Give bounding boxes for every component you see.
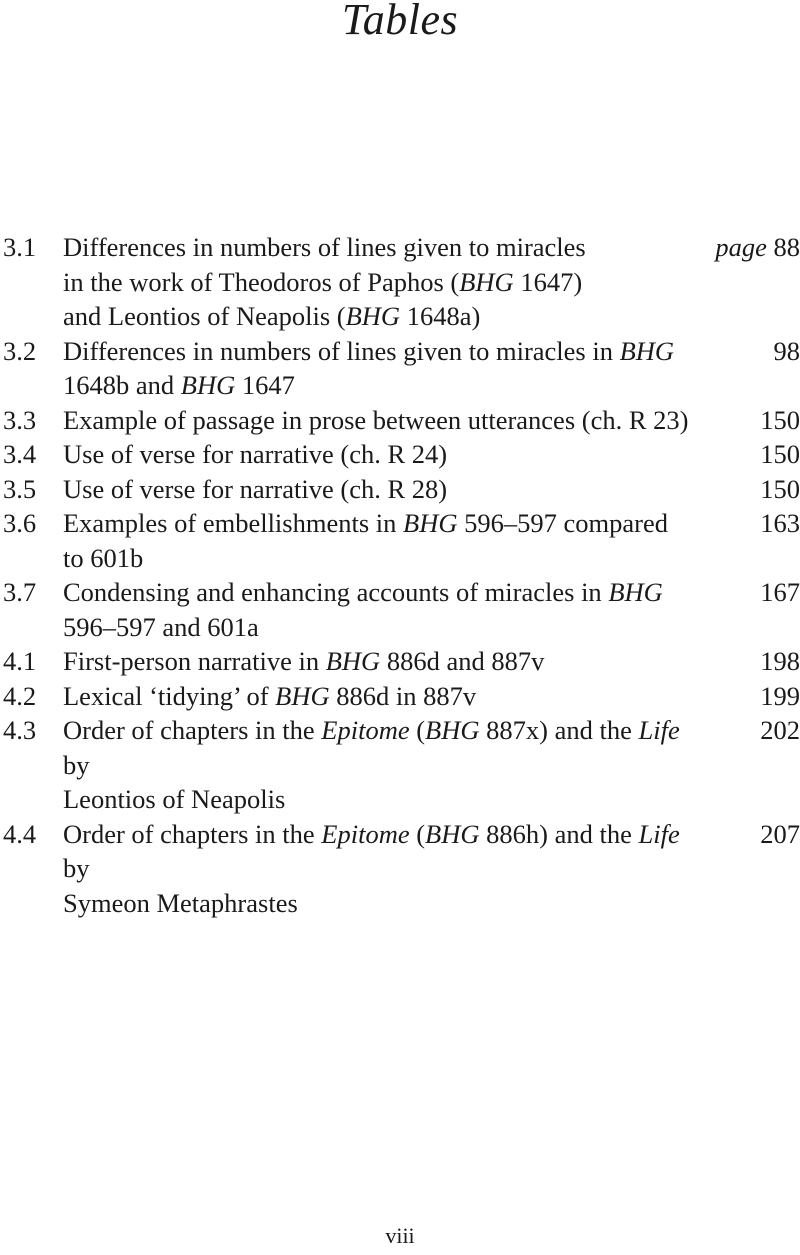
title-segment: Leontios of Neapolis: [63, 784, 286, 814]
table-title-line: [63, 265, 703, 300]
title-segment: Symeon Metaphrastes: [63, 887, 298, 918]
page-number: 198: [760, 646, 800, 676]
table-title-line: [63, 610, 703, 645]
page-number: 199: [760, 680, 800, 711]
page-number: 98: [773, 335, 800, 366]
page-reference: [760, 575, 800, 610]
table-entry[interactable]: [0, 644, 800, 679]
title-segment: Use of verse for narrative (ch. R 28): [63, 473, 448, 504]
page-number: 167: [760, 577, 800, 607]
page-reference: [760, 713, 800, 748]
page-title: Tables: [341, 0, 459, 44]
page-number: 88: [773, 232, 800, 262]
table-title-line: [63, 817, 703, 886]
table-number: 3.4: [3, 439, 37, 469]
page-number: 207: [760, 818, 800, 849]
table-entry[interactable]: [0, 437, 800, 472]
page-number: 150: [760, 439, 800, 469]
title-segment: Example of passage in prose between utterances (ch. R 23): [63, 404, 689, 435]
table-title-line: [63, 644, 703, 679]
title-italic-segment: BHG: [608, 577, 663, 607]
title-segment: Examples of embellishments in: [63, 508, 404, 538]
title-segment: Lexical ‘tidying’ of: [63, 680, 276, 711]
title-segment: in the work of Theodoros of Paphos (: [63, 266, 460, 297]
table-number: 3.6: [3, 508, 37, 538]
table-title-line: [63, 541, 703, 576]
title-italic-segment: BHG: [325, 646, 381, 676]
table-entry[interactable]: [0, 472, 800, 507]
table-number: 4.4: [3, 818, 37, 849]
table-title: [63, 575, 703, 644]
title-italic-segment: BHG: [459, 266, 514, 297]
table-title: [63, 334, 703, 403]
table-title-line: [63, 575, 703, 610]
table-number: 3.3: [3, 404, 37, 435]
table-title-line: [63, 437, 703, 472]
page-reference: [760, 506, 800, 541]
table-title-line: [63, 679, 703, 714]
title-segment: 887x) and the: [479, 715, 639, 745]
table-title-line: [63, 334, 703, 369]
page-prefix: page: [715, 232, 767, 262]
table-title: [63, 817, 703, 921]
title-segment: to 601b: [63, 542, 144, 573]
title-segment: Differences in numbers of lines given to miracles: [63, 232, 586, 262]
title-segment: by: [63, 853, 90, 883]
title-italic-segment: BHG: [180, 370, 236, 400]
title-italic-segment: BHG: [619, 335, 675, 366]
title-italic-segment: BHG: [275, 680, 330, 711]
table-title: [63, 472, 703, 507]
title-italic-segment: Epitome: [321, 818, 410, 849]
table-entry[interactable]: [0, 713, 800, 817]
title-segment: Differences in numbers of lines given to miracles in: [63, 335, 620, 366]
title-segment: Order of chapters in the: [63, 715, 322, 745]
title-segment: Use of verse for narrative (ch. R 24): [63, 439, 448, 469]
page-reference: [760, 403, 800, 438]
table-title-line: [63, 299, 703, 334]
table-list: [0, 230, 800, 920]
table-entry[interactable]: [0, 679, 800, 714]
title-segment: 1648b and: [63, 370, 181, 400]
table-entry[interactable]: [0, 230, 800, 334]
title-italic-segment: Life: [638, 818, 680, 849]
table-entry[interactable]: [0, 817, 800, 921]
table-entry[interactable]: [0, 334, 800, 403]
title-segment: 1648a): [400, 301, 481, 331]
title-segment: (: [409, 715, 426, 745]
table-title: [63, 506, 703, 575]
title-italic-segment: BHG: [403, 508, 458, 538]
page-number: 163: [760, 508, 800, 538]
table-number: 4.2: [3, 680, 37, 711]
title-segment: 596–597 and 601a: [63, 611, 259, 642]
page-folio: viii: [385, 1223, 415, 1248]
page-reference: [715, 230, 800, 265]
table-title-line: [63, 403, 703, 438]
table-title-line: [63, 506, 703, 541]
table-number: 3.7: [3, 577, 37, 607]
page-reference: [760, 472, 800, 507]
title-segment: Order of chapters in the: [63, 818, 322, 849]
title-segment: by: [63, 749, 90, 780]
table-title: [63, 679, 703, 714]
title-italic-segment: Life: [638, 715, 680, 745]
table-title: [63, 713, 703, 817]
page-reference: [760, 679, 800, 714]
title-segment: Condensing and enhancing accounts of miracles in: [63, 577, 609, 607]
table-title: [63, 403, 703, 438]
table-number: 4.1: [3, 646, 37, 676]
table-entry[interactable]: [0, 575, 800, 644]
table-title-line: [63, 886, 703, 921]
title-segment: (: [409, 818, 426, 849]
page-number: 202: [760, 715, 800, 745]
title-segment: 1647: [235, 370, 295, 400]
page-reference: [760, 437, 800, 472]
title-italic-segment: BHG: [345, 301, 401, 331]
title-segment: 886d in 887v: [329, 680, 477, 711]
table-title: [63, 437, 703, 472]
table-number: 4.3: [3, 715, 37, 745]
title-segment: 886d and 887v: [380, 646, 545, 676]
title-segment: 886h) and the: [479, 818, 639, 849]
page-number: 150: [760, 404, 800, 435]
table-title: [63, 230, 703, 334]
table-number: 3.1: [3, 232, 37, 262]
table-number: 3.5: [3, 473, 37, 504]
table-title-line: [63, 713, 703, 782]
table-number: 3.2: [3, 335, 37, 366]
title-segment: First-person narrative in: [63, 646, 326, 676]
title-segment: 596–597 compared: [457, 508, 668, 538]
page-reference: [760, 644, 800, 679]
page-reference: [760, 817, 800, 852]
title-segment: and Leontios of Neapolis (: [63, 301, 346, 331]
table-entry[interactable]: [0, 403, 800, 438]
table-entry[interactable]: [0, 506, 800, 575]
table-title-line: [63, 472, 703, 507]
title-italic-segment: Epitome: [321, 715, 410, 745]
title-italic-segment: BHG: [425, 715, 480, 745]
title-segment: 1647): [513, 266, 583, 297]
title-italic-segment: BHG: [425, 818, 480, 849]
page-number: 150: [760, 473, 800, 504]
page-reference: [774, 334, 800, 369]
table-title-line: [63, 230, 703, 265]
table-title-line: [63, 782, 703, 817]
table-title-line: [63, 368, 703, 403]
table-title: [63, 644, 703, 679]
